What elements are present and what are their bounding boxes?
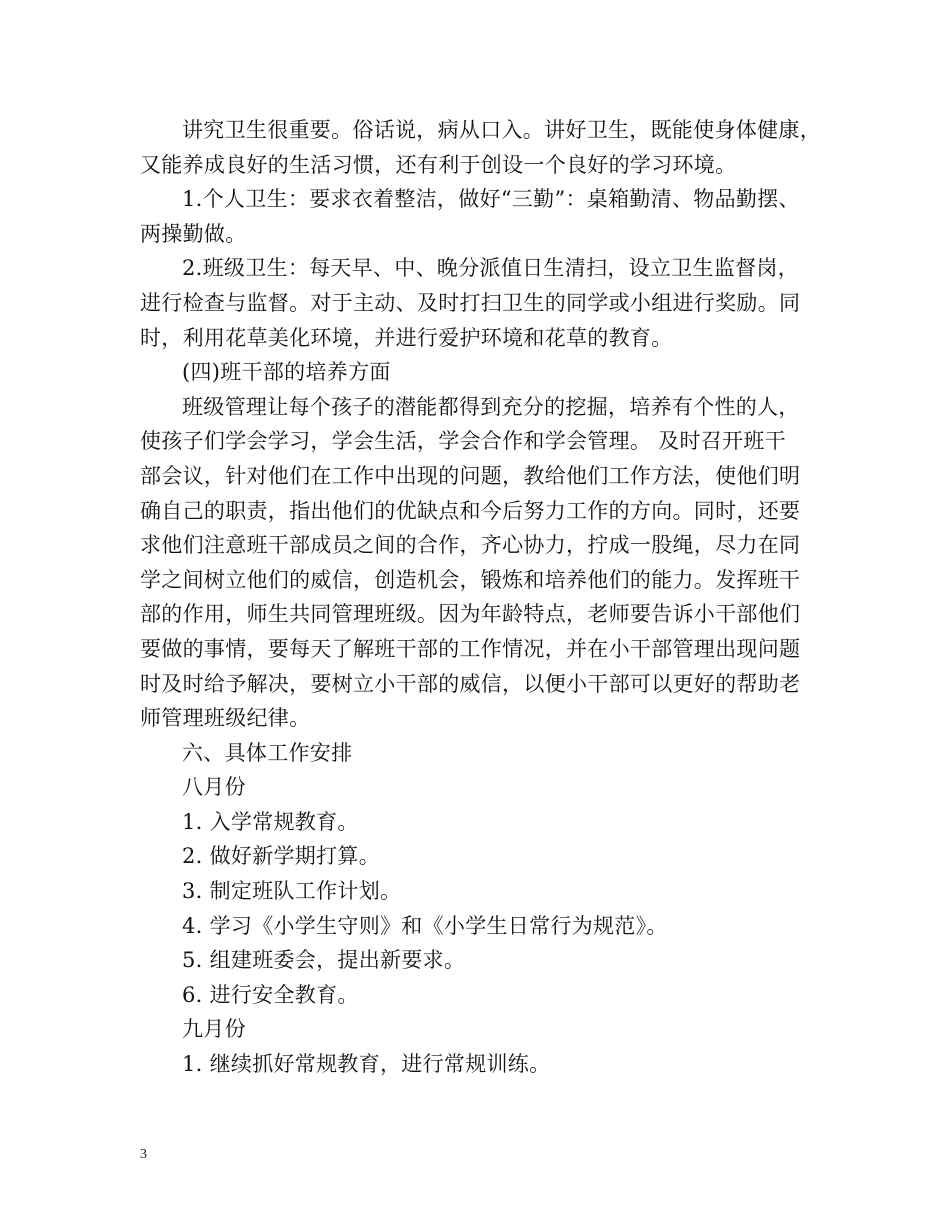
list-item: 1. 入学常规教育。 xyxy=(182,809,359,834)
text-line: 师管理班级纪律。 xyxy=(140,706,311,731)
text-line: 求他们注意班干部成员之间的合作，齐心协力，拧成一股绳，尽力在同 xyxy=(140,533,801,558)
month-heading: 八月份 xyxy=(182,775,246,800)
text-line: 又能养成良好的生活习惯，还有利于创设一个良好的学习环境。 xyxy=(140,152,737,177)
text-line: 时及时给予解决，要树立小干部的威信，以便小干部可以更好的帮助老 xyxy=(140,671,801,696)
text-line: 2.班级卫生：每天早、中、晚分派值日生清扫，设立卫生监督岗， xyxy=(182,256,800,281)
text-line: 要做的事情，要每天了解班干部的工作情况，并在小干部管理出现问题 xyxy=(140,636,801,661)
list-item: 5. 组建班委会，提出新要求。 xyxy=(182,948,466,973)
text-line: 1.个人卫生：要求衣着整洁，做好“三勤”：桌箱勤清、物品勤摆、 xyxy=(182,187,800,212)
text-line: 时，利用花草美化环境，并进行爱护环境和花草的教育。 xyxy=(140,325,673,350)
list-item: 3. 制定班队工作计划。 xyxy=(182,879,402,904)
text-line: 部的作用，师生共同管理班级。因为年龄特点，老师要告诉小干部他们 xyxy=(140,602,801,627)
list-item: 4. 学习《小学生守则》和《小学生日常行为规范》。 xyxy=(182,913,668,938)
list-item: 6. 进行安全教育。 xyxy=(182,982,359,1007)
text-line: 使孩子们学会学习，学会生活，学会合作和学会管理。 及时召开班干 xyxy=(140,429,786,454)
list-item: 1. 继续抓好常规教育，进行常规训练。 xyxy=(182,1052,551,1077)
text-line: 班级管理让每个孩子的潜能都得到充分的挖掘，培养有个性的人， xyxy=(182,394,800,419)
text-line: 部会议，针对他们在工作中出现的问题，教给他们工作方法，使他们明 xyxy=(140,463,801,488)
document-body xyxy=(140,113,830,1082)
text-line: 确自己的职责，指出他们的优缺点和今后努力工作的方向。同时，还要 xyxy=(140,498,801,523)
list-item: 2. 做好新学期打算。 xyxy=(182,844,381,869)
page-number: 3 xyxy=(140,1147,147,1162)
month-heading: 九月份 xyxy=(182,1017,246,1042)
text-line: 讲究卫生很重要。俗话说，病从口入。讲好卫生，既能使身体健康， xyxy=(182,118,821,142)
text-line: 进行检查与监督。对于主动、及时打扫卫生的同学或小组进行奖励。同 xyxy=(140,290,801,315)
text-line: 学之间树立他们的威信，创造机会，锻炼和培养他们的能力。发挥班干 xyxy=(140,567,801,592)
section-heading: (四)班干部的培养方面 xyxy=(182,360,391,385)
section-heading: 六、具体工作安排 xyxy=(182,740,353,765)
text-line: 两操勤做。 xyxy=(140,221,247,246)
